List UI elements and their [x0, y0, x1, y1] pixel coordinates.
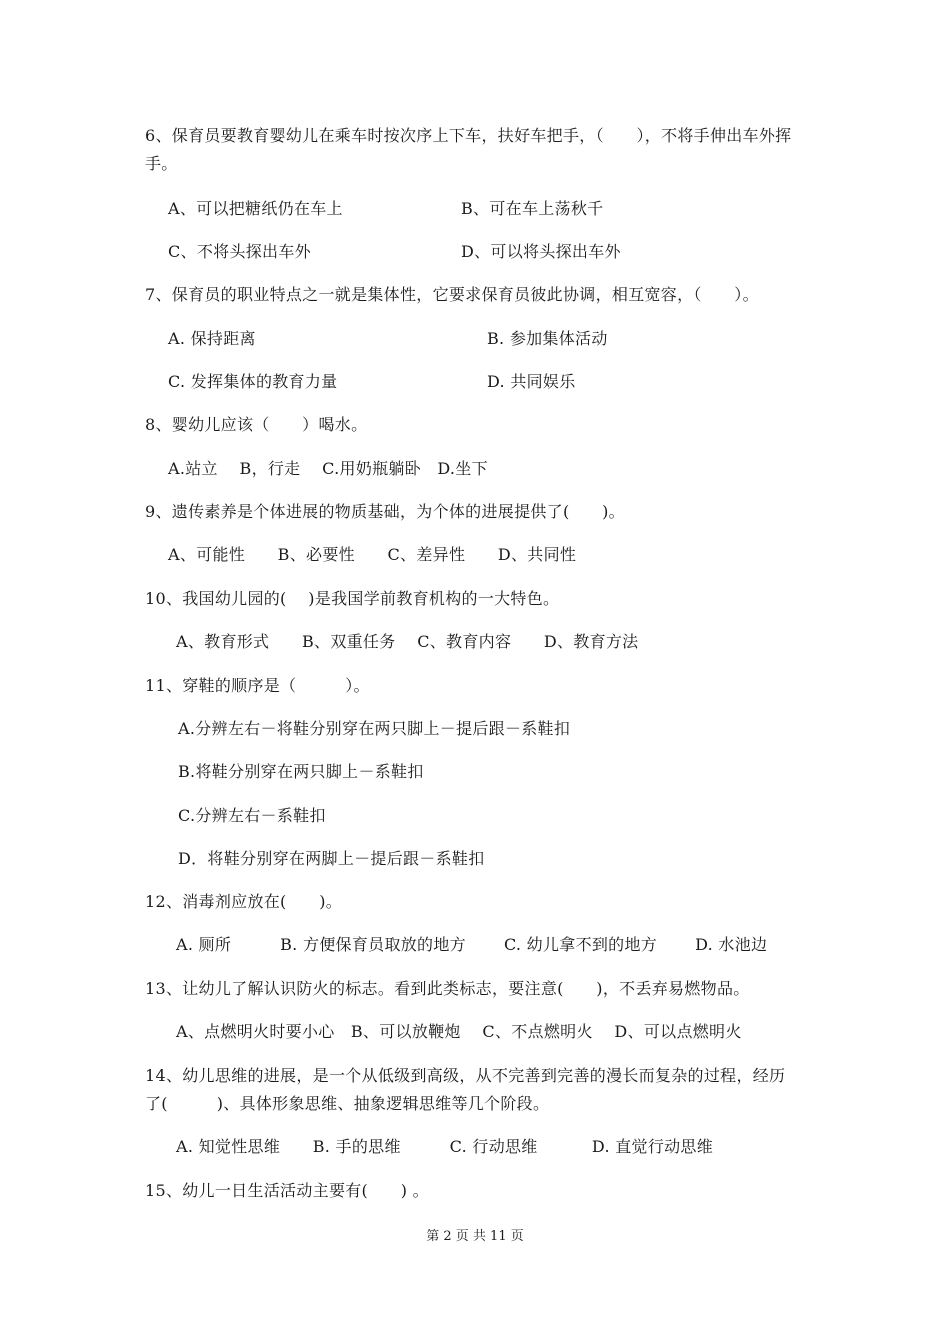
question-11-option-c: C.分辨左右－系鞋扣 [178, 806, 326, 825]
question-12-options: A. 厕所 B. 方便保育员取放的地方 C. 幼儿拿不到的地方 D. 水池边 [176, 935, 768, 954]
question-11-text: 11、穿鞋的顺序是（ ）。 [145, 676, 370, 695]
question-7-option-b: B. 参加集体活动 [487, 329, 608, 348]
question-7-option-a: A. 保持距离 [168, 329, 256, 348]
question-7-text: 7、保育员的职业特点之一就是集体性，它要求保育员彼此协调，相互宽容，（ ）。 [145, 285, 759, 304]
question-11-option-b: B.将鞋分别穿在两只脚上－系鞋扣 [178, 762, 424, 781]
question-9-options: A、可能性 B、必要性 C、差异性 D、共同性 [168, 545, 577, 564]
question-7-option-d: D. 共同娱乐 [487, 372, 576, 391]
question-7-option-c: C. 发挥集体的教育力量 [168, 372, 338, 391]
question-6-option-c: C、不将头探出车外 [168, 242, 311, 261]
question-13-options: A、点燃明火时要小心 B、可以放鞭炮 C、不点燃明火 D、可以点燃明火 [176, 1022, 742, 1041]
question-6-option-a: A、可以把糖纸仍在车上 [168, 199, 343, 218]
question-15-text: 15、幼儿一日生活活动主要有( ) 。 [145, 1181, 429, 1200]
question-14-text-cont: 了( )、具体形象思维、抽象逻辑思维等几个阶段。 [145, 1094, 550, 1113]
page-footer: 第 2 页 共 11 页 [426, 1229, 524, 1244]
question-14-text: 14、幼儿思维的进展，是一个从低级到高级，从不完善到完善的漫长而复杂的过程，经历 [145, 1066, 786, 1085]
question-10-options: A、教育形式 B、双重任务 C、教育内容 D、教育方法 [176, 632, 639, 651]
question-13-text: 13、让幼儿了解认识防火的标志。看到此类标志，要注意( )，不丢弃易燃物品。 [145, 979, 750, 998]
question-6-text-cont: 手。 [145, 154, 178, 173]
question-10-text: 10、我国幼儿园的( )是我国学前教育机构的一大特色。 [145, 589, 560, 608]
question-6-text: 6、保育员要教育婴幼儿在乘车时按次序上下车，扶好车把手，（ ），不将手伸出车外挥 [145, 126, 792, 145]
question-8-text: 8、婴幼儿应该（ ）喝水。 [145, 415, 368, 434]
question-8-options: A.站立 B，行走 C.用奶瓶躺卧 D.坐下 [168, 459, 488, 478]
question-14-options: A. 知觉性思维 B. 手的思维 C. 行动思维 D. 直觉行动思维 [176, 1137, 714, 1156]
question-6-option-d: D、可以将头探出车外 [461, 242, 621, 261]
question-11-option-d: D．将鞋分别穿在两脚上－提后跟－系鞋扣 [178, 849, 485, 868]
question-11-option-a: A.分辨左右－将鞋分别穿在两只脚上－提后跟－系鞋扣 [178, 719, 571, 738]
question-12-text: 12、消毒剂应放在( )。 [145, 892, 343, 911]
question-9-text: 9、遗传素养是个体进展的物质基础，为个体的进展提供了( )。 [145, 502, 625, 521]
question-6-option-b: B、可在车上荡秋千 [461, 199, 604, 218]
